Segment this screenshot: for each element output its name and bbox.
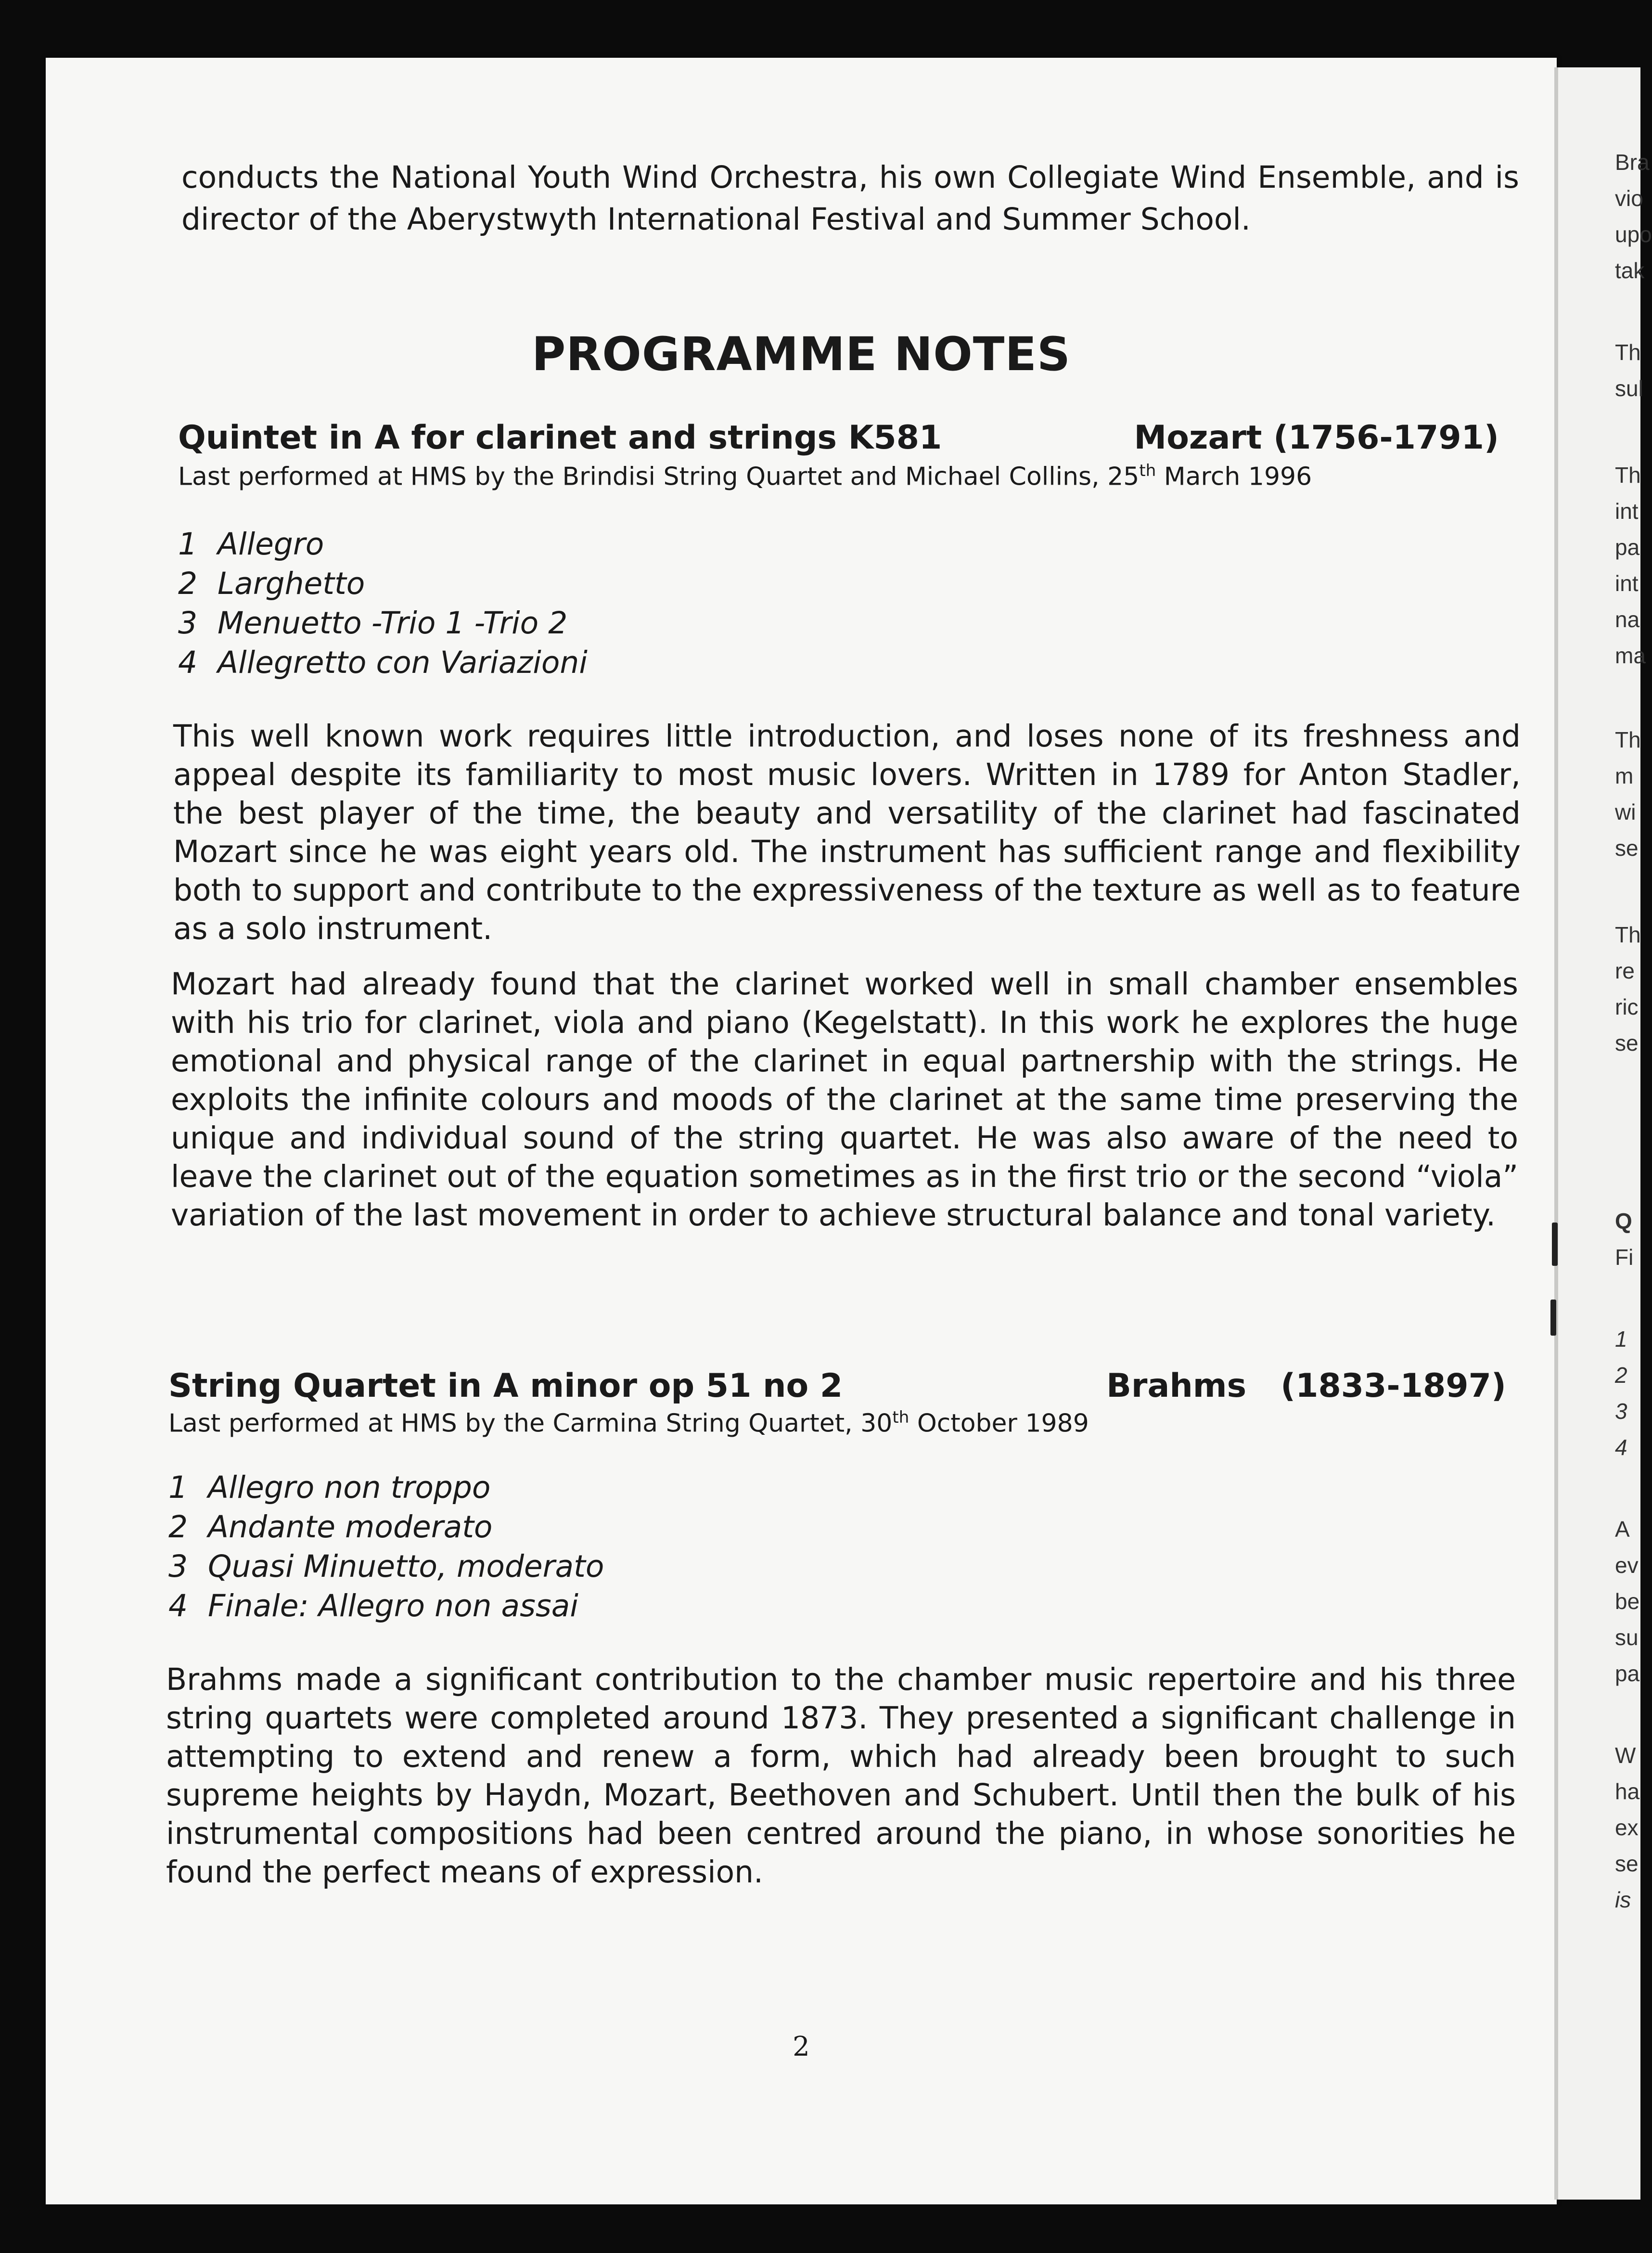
adjacent-page-text-fragment: upo — [1615, 222, 1652, 247]
piece2-movements — [168, 1468, 604, 1626]
piece1-title-row — [178, 419, 1499, 457]
movement-item: 3 Quasi Minuetto, moderato — [168, 1549, 604, 1584]
adjacent-page-text-fragment: W — [1615, 1743, 1636, 1768]
adjacent-page-text-fragment: ha — [1615, 1779, 1640, 1804]
adjacent-page-text-fragment: Bra — [1615, 150, 1650, 175]
adjacent-page-text-fragment: wi — [1615, 799, 1636, 824]
adjacent-page-text-fragment: sul — [1615, 376, 1643, 401]
adjacent-page-text-fragment: 2 — [1615, 1363, 1627, 1388]
adjacent-page-text-fragment: Th — [1615, 340, 1641, 365]
adjacent-page-edge — [1554, 67, 1652, 2200]
adjacent-page-text-fragment: pa — [1615, 535, 1640, 560]
adjacent-page-text-fragment: Q — [1615, 1209, 1632, 1234]
programme-page — [46, 58, 1557, 2204]
adjacent-page-text-fragment: Th — [1615, 463, 1641, 488]
adjacent-page-text-fragment: na — [1615, 607, 1640, 632]
adjacent-page-text-fragment: Th — [1615, 727, 1641, 752]
piece1-movements — [178, 525, 588, 682]
adjacent-page-text-fragment: se — [1615, 1030, 1639, 1056]
piece2-title-row — [168, 1367, 1506, 1405]
adjacent-page-text-fragment: 3 — [1615, 1399, 1627, 1424]
adjacent-page-text-fragment: re — [1615, 958, 1635, 983]
adjacent-page-text-fragment: 4 — [1615, 1435, 1627, 1460]
piece1-last-performed: Last performed at HMS by the Brindisi String Quartet and Michael Collins, 25th March 1996 — [178, 461, 1312, 491]
adjacent-page-text-fragment: pa — [1615, 1661, 1640, 1686]
piece1-paragraph-2: Mozart had already found that the clarinet worked well in small chamber ensembles with his trio for clarinet, viola and piano (Kegelstatt). In this work he explores the huge emotional and physical range of the clarinet in equal partnership with the strings. He exploits the infinite colours and moods of the clarinet at the same time preserving the unique and individual sound of the string quartet. He was also aware of the need to leave the clarinet out of the equation sometimes as in the first trio or the second “viola” variation of the last movement in order to achieve structural balance and tonal variety. — [171, 966, 1518, 1233]
adjacent-page-text-fragment: 1 — [1615, 1326, 1627, 1352]
movement-item: 1 Allegro non troppo — [168, 1470, 491, 1505]
piece2-title: String Quartet in A minor op 51 no 2 — [168, 1367, 843, 1405]
piece2-paragraph-1: Brahms made a significant contribution to the chamber music repertoire and his three string quartets were completed around 1873. They presented a significant challenge in attempting to extend and renew a form, which had already been brought to such supreme heights by Haydn, Mozart, Beethoven and Schubert. Until then the bulk of his instrumental compositions had been centred around the piano, in whose sonorities he found the perfect means of expression. — [166, 1662, 1516, 1890]
adjacent-page-text-fragment: be — [1615, 1589, 1640, 1614]
adjacent-page-text-fragment: int — [1615, 499, 1639, 524]
movement-item: 2 Andante moderato — [168, 1509, 493, 1545]
page-heading: PROGRAMME NOTES — [531, 327, 1071, 381]
movement-item: 4 Allegretto con Variazioni — [178, 645, 588, 680]
adjacent-page-text-fragment: int — [1615, 571, 1639, 596]
adjacent-page-text-fragment: se — [1615, 836, 1639, 861]
binding-staple — [1550, 1300, 1556, 1336]
adjacent-page-text-fragment: A — [1615, 1517, 1630, 1542]
movement-item: 2 Larghetto — [178, 566, 365, 601]
adjacent-page-text-fragment: ex — [1615, 1815, 1639, 1840]
adjacent-page-text-fragment: Th — [1615, 922, 1641, 947]
piece1-composer: Mozart (1756-1791) — [1134, 419, 1499, 457]
adjacent-page-text-fragment: ric — [1615, 994, 1639, 1019]
movement-item: 4 Finale: Allegro non assai — [168, 1588, 578, 1623]
adjacent-page-text-fragment: ev — [1615, 1553, 1639, 1578]
piece2-composer: Brahms (1833-1897) — [1106, 1367, 1506, 1405]
intro-paragraph: conducts the National Youth Wind Orchestra, his own Collegiate Wind Ensemble, and is director of the Aberystwyth International Festival and Summer School. — [181, 160, 1519, 237]
page-number: 2 — [793, 2031, 810, 2062]
movement-item: 3 Menuetto -Trio 1 -Trio 2 — [178, 605, 568, 641]
adjacent-page-text-fragment: m — [1615, 763, 1634, 788]
piece2-last-performed: Last performed at HMS by the Carmina String Quartet, 30th October 1989 — [168, 1408, 1089, 1438]
adjacent-page-text-fragment: vio — [1615, 186, 1643, 211]
adjacent-page-text-fragment: tak — [1615, 258, 1645, 283]
piece1-title: Quintet in A for clarinet and strings K581 — [178, 419, 942, 457]
adjacent-page-text-fragment: Fi — [1615, 1245, 1634, 1270]
adjacent-page-text-fragment: ma — [1615, 643, 1646, 668]
movement-item: 1 Allegro — [178, 527, 324, 562]
adjacent-page-text-fragment: su — [1615, 1625, 1639, 1650]
adjacent-page-text-fragment: se — [1615, 1851, 1639, 1876]
binding-staple — [1552, 1223, 1558, 1266]
piece1-paragraph-1: This well known work requires little introduction, and loses none of its freshness and appeal despite its familiarity to most music lovers. Written in 1789 for Anton Stadler, the best player of the time, the beauty and versatility of the clarinet had fascinated Mozart since he was eight years old. The instrument has sufficient range and flexibility both to support and contribute to the expressiveness of the texture as well as to feature as a solo instrument. — [173, 719, 1521, 946]
adjacent-page-text-fragment: is — [1615, 1887, 1631, 1912]
